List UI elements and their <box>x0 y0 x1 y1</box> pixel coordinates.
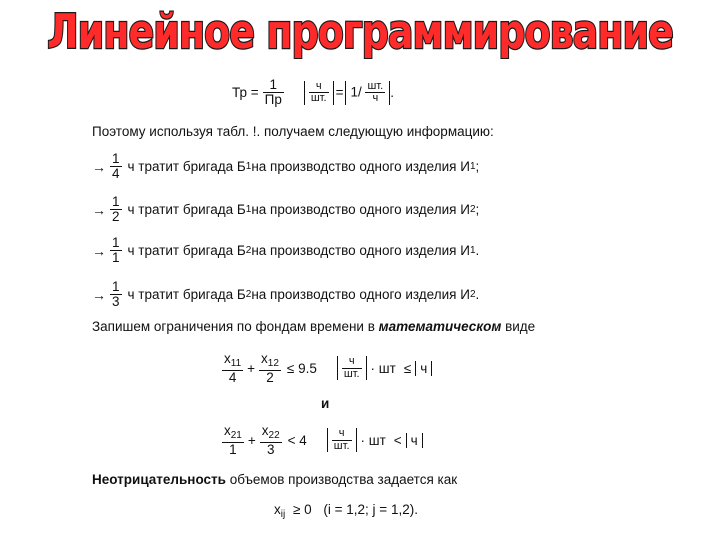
nonneg-rest: объемов производства задается как <box>225 472 458 487</box>
nonneg-text <box>92 472 457 487</box>
item-sub: 1 <box>469 161 476 173</box>
item-end: . <box>475 287 480 303</box>
unit-den: шт. <box>310 92 327 105</box>
final-condition <box>274 502 418 520</box>
inequality-1 <box>222 352 432 385</box>
arrow-icon: → <box>92 286 106 303</box>
list-item <box>92 280 479 309</box>
item-num: 1 <box>112 194 120 209</box>
item-sub: 2 <box>469 204 476 216</box>
unit-num: ч <box>332 428 352 441</box>
tr-end: . <box>390 85 394 101</box>
plus: + <box>247 432 256 448</box>
arrow-icon: → <box>92 158 106 175</box>
list-item <box>92 236 479 265</box>
constraint-intro <box>92 319 535 334</box>
tr-num: 1 <box>263 78 284 93</box>
unit-bracket <box>337 356 367 380</box>
var-sub: 11 <box>230 358 242 369</box>
var-den: 4 <box>228 369 237 385</box>
tr-fraction <box>263 78 284 107</box>
unit-den: шт. <box>343 367 360 380</box>
inequality-2 <box>222 424 423 457</box>
var: x <box>261 423 269 438</box>
relation: ≥ 0 <box>292 502 312 517</box>
intro-text: Поэтому используя табл. !. получаем следующую информацию: <box>92 124 494 139</box>
item-num: 1 <box>112 151 120 166</box>
plus: + <box>247 360 256 376</box>
unit-den: ч <box>372 92 379 105</box>
tr-one: 1 <box>350 84 358 100</box>
item-end: ; <box>475 202 480 218</box>
var-den: 1 <box>229 441 237 457</box>
item-den: 4 <box>112 166 120 182</box>
item-num: 1 <box>112 279 120 294</box>
and-word: и <box>321 396 330 411</box>
constraint-text: виде <box>501 319 536 334</box>
var-sub: ij <box>280 509 286 520</box>
item-text: ч тратит бригада Б <box>127 202 246 218</box>
constraint-text: Запишем ограничения по фондам времени в <box>92 319 379 334</box>
item-sub: 1 <box>245 204 252 216</box>
item-text: на производство одного изделия И <box>251 202 470 218</box>
constraint-italic: математическом <box>378 319 502 334</box>
item-den: 2 <box>112 209 120 225</box>
var: x <box>224 351 231 366</box>
relation: ≤ 9.5 <box>286 360 317 376</box>
var-sub: 22 <box>268 430 280 441</box>
item-text: ч тратит бригада Б <box>127 159 246 175</box>
unit-result: ч <box>406 433 423 448</box>
item-sub: 1 <box>469 245 476 257</box>
item-end: ; <box>475 159 480 175</box>
tr-eq: = <box>335 85 344 101</box>
index-range: (i = 1,2; j = 1,2). <box>323 502 418 517</box>
nonneg-bold: Неотрицательность <box>92 472 226 487</box>
tr-lhs: Тр = <box>232 85 259 101</box>
item-den: 3 <box>112 294 120 310</box>
item-sub: 2 <box>245 289 252 301</box>
list-item <box>92 195 479 224</box>
list-item <box>92 152 479 181</box>
item-sub: 2 <box>245 245 252 257</box>
item-text: ч тратит бригада Б <box>127 243 246 259</box>
tr-unit-1 <box>304 81 334 105</box>
relation: ≤ <box>403 360 412 376</box>
var: x <box>261 351 268 366</box>
unit-bracket <box>327 428 357 452</box>
item-text: на производство одного изделия И <box>251 287 470 303</box>
relation: < 4 <box>287 432 307 448</box>
var: x <box>224 423 231 438</box>
item-text: на производство одного изделия И <box>251 243 470 259</box>
item-sub: 2 <box>469 289 476 301</box>
unit-den: шт. <box>333 439 350 452</box>
page-title: Линейное программирование <box>47 4 673 59</box>
arrow-icon: → <box>92 242 106 259</box>
tr-unit-2: 1/ $\frac{шт.}{ч}$ <box>345 81 390 105</box>
unit-num: ч <box>342 356 362 369</box>
unit-result: ч <box>415 361 432 376</box>
item-den: 1 <box>112 250 120 266</box>
unit-num: ч <box>309 81 329 94</box>
arrow-icon: → <box>92 201 106 218</box>
var-den: 2 <box>266 369 274 385</box>
unit-num: шт. <box>367 79 384 92</box>
tr-den: Пр <box>264 92 282 108</box>
var-sub: 21 <box>230 430 242 441</box>
item-end: . <box>475 243 480 259</box>
var: x <box>274 502 281 517</box>
relation: < <box>393 432 402 448</box>
item-sub: 1 <box>245 161 252 173</box>
unit-dot: · шт <box>370 360 396 376</box>
item-text: на производство одного изделия И <box>251 159 470 175</box>
item-text: ч тратит бригада Б <box>127 287 246 303</box>
var-sub: 12 <box>267 358 279 369</box>
unit-dot: · шт <box>360 432 386 448</box>
var-den: 3 <box>266 441 275 457</box>
formula-tr <box>232 78 394 107</box>
item-num: 1 <box>112 235 120 250</box>
